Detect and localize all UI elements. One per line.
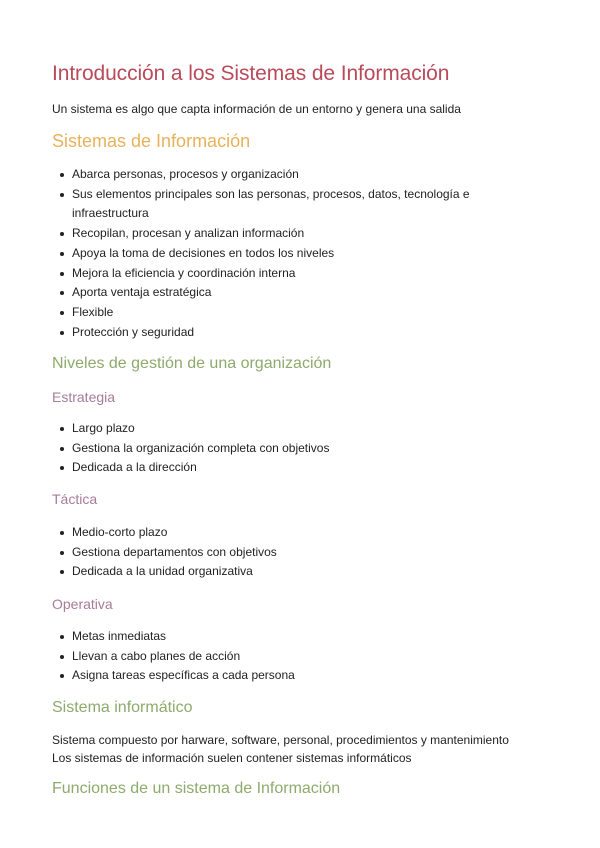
list-item: Largo plazo	[52, 419, 532, 439]
list-item: Aporta ventaja estratégica	[52, 283, 532, 303]
intro-text: Un sistema es algo que capta información de un entorno y genera una salida	[52, 102, 461, 116]
list-item: Dedicada a la dirección	[52, 458, 532, 478]
list-item: Llevan a cabo planes de acción	[52, 647, 532, 667]
heading-tactica: Táctica	[52, 491, 98, 507]
page-title: Introducción a los Sistemas de Información	[52, 62, 450, 85]
list-item: Protección y seguridad	[52, 323, 532, 343]
list-item: Gestiona departamentos con objetivos	[52, 543, 532, 563]
heading-sistema-informatico: Sistema informático	[52, 699, 193, 716]
heading-niveles-de-gestion: Niveles de gestión de una organización	[52, 355, 332, 372]
operativa-list	[52, 627, 532, 686]
list-item: Gestiona la organización completa con objetivos	[52, 439, 532, 459]
sistema-informatico-line-2: Los sistemas de información suelen contener sistemas informáticos	[52, 751, 412, 765]
estrategia-list	[52, 419, 532, 478]
heading-operativa: Operativa	[52, 596, 113, 612]
list-item: Abarca personas, procesos y organización	[52, 165, 532, 185]
heading-estrategia: Estrategia	[52, 389, 116, 405]
list-item: Apoya la toma de decisiones en todos los niveles	[52, 244, 532, 264]
sistemas-list	[52, 165, 532, 342]
sistema-informatico-line-1: Sistema compuesto por harware, software, personal, procedimientos y mantenimiento	[52, 733, 509, 747]
list-item: Sus elementos principales son las personas, procesos, datos, tecnología e infraestructura	[52, 185, 492, 224]
list-item: Flexible	[52, 303, 532, 323]
list-item: Dedicada a la unidad organizativa	[52, 562, 532, 582]
list-item: Recopilan, procesan y analizan información	[52, 224, 532, 244]
list-item: Metas inmediatas	[52, 627, 532, 647]
list-item: Medio-corto plazo	[52, 523, 532, 543]
heading-sistemas-de-informacion: Sistemas de Información	[52, 131, 251, 151]
list-item: Asigna tareas específicas a cada persona	[52, 666, 532, 686]
tactica-list	[52, 523, 532, 582]
list-item: Mejora la eficiencia y coordinación interna	[52, 264, 532, 284]
heading-funciones: Funciones de un sistema de Información	[52, 780, 341, 797]
